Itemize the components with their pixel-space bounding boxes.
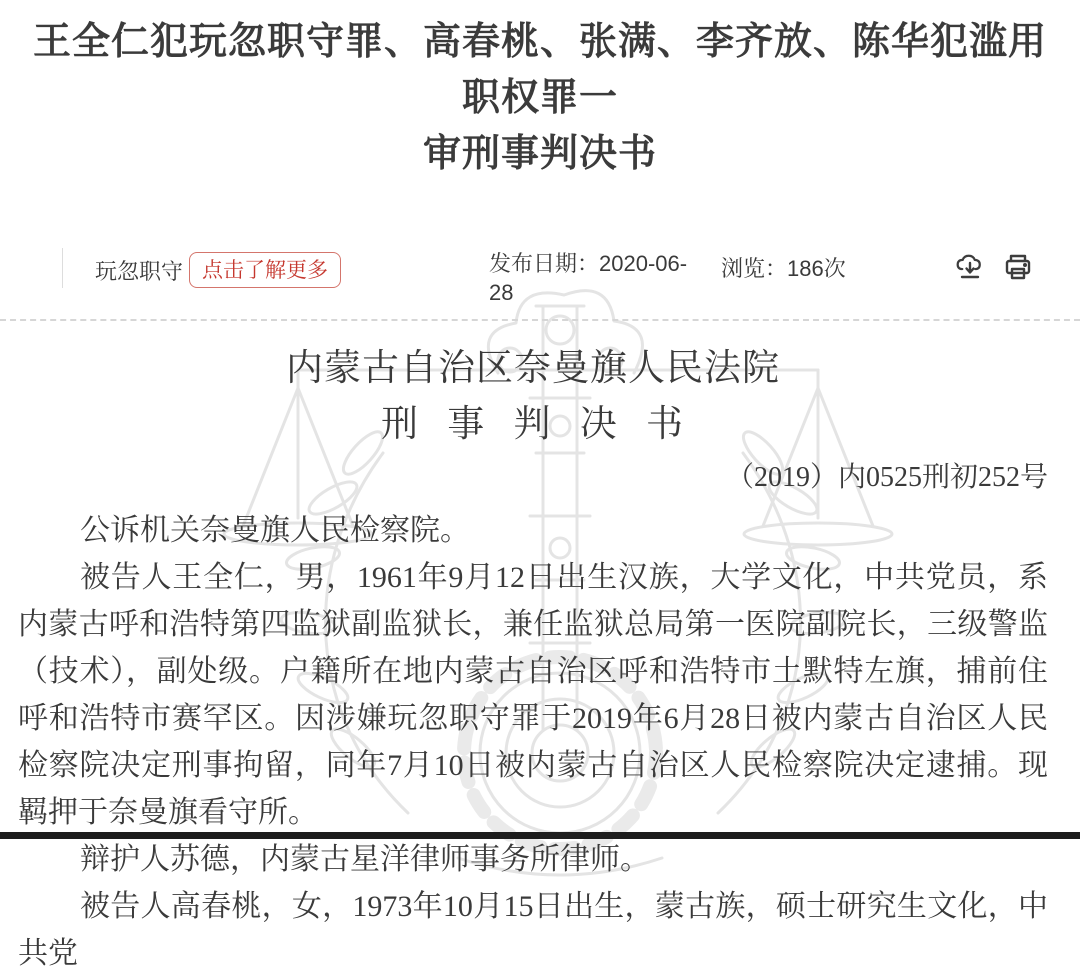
cloud-download-icon[interactable] (954, 251, 986, 283)
bottom-edge-bar (0, 832, 1080, 839)
printer-icon[interactable] (1002, 251, 1034, 283)
publish-date-value: 2020-06-28 (489, 251, 688, 305)
case-number: （2019）内0525刑初252号 (725, 462, 1048, 494)
paragraph-prosecutor: 公诉机关奈曼旗人民检察院。 (80, 514, 470, 548)
category-group (62, 248, 341, 288)
paragraph-defendant-wang: 被告人王全仁，男，1961年9月12日出生汉族，大学文化，中共党员，系内蒙古呼和浩特第四监狱副监狱长，兼任监狱总局第一医院副院长，三级警监（技术），副处级。户籍所在地内蒙古自治区呼和浩特市土默特左旗，捕前住呼和浩特市赛罕区。因涉嫌玩忽职守罪于2019年6月28日被内蒙古自治区人民检察院决定刑事拘留，同年7月10日被内蒙古自治区人民检察院决定逮捕。现羁押于奈曼旗看守所。 (18, 561, 1048, 830)
category-tag: 玩忽职守 (95, 258, 184, 284)
publish-date-label: 发布日期： (489, 251, 600, 276)
paragraph-defense-counsel: 辩护人苏德，内蒙古星洋律师事务所律师。 (80, 843, 650, 877)
view-count-label: 浏览： (721, 256, 788, 281)
learn-more-button[interactable]: 点击了解更多 (189, 252, 341, 288)
judgment-document (0, 347, 1080, 977)
publish-date (489, 248, 707, 307)
document-type: 刑 事 判 决 书 (381, 404, 685, 446)
view-count-value: 186次 (787, 256, 846, 281)
view-count (721, 248, 846, 283)
page-title (0, 0, 1080, 182)
meta-actions (954, 248, 1034, 283)
court-name: 内蒙古自治区奈曼旗人民法院 (286, 348, 780, 390)
page-title-line2: 审刑事判决书 (422, 133, 657, 175)
page-title-line1: 王全仁犯玩忽职守罪、高春桃、张满、李齐放、陈华犯滥用职权罪一 (32, 21, 1047, 119)
paragraph-defendant-gao: 被告人高春桃，女，1973年10月15日出生，蒙古族，硕士研究生文化，中共党 (18, 890, 1048, 971)
meta-bar (0, 242, 1080, 321)
